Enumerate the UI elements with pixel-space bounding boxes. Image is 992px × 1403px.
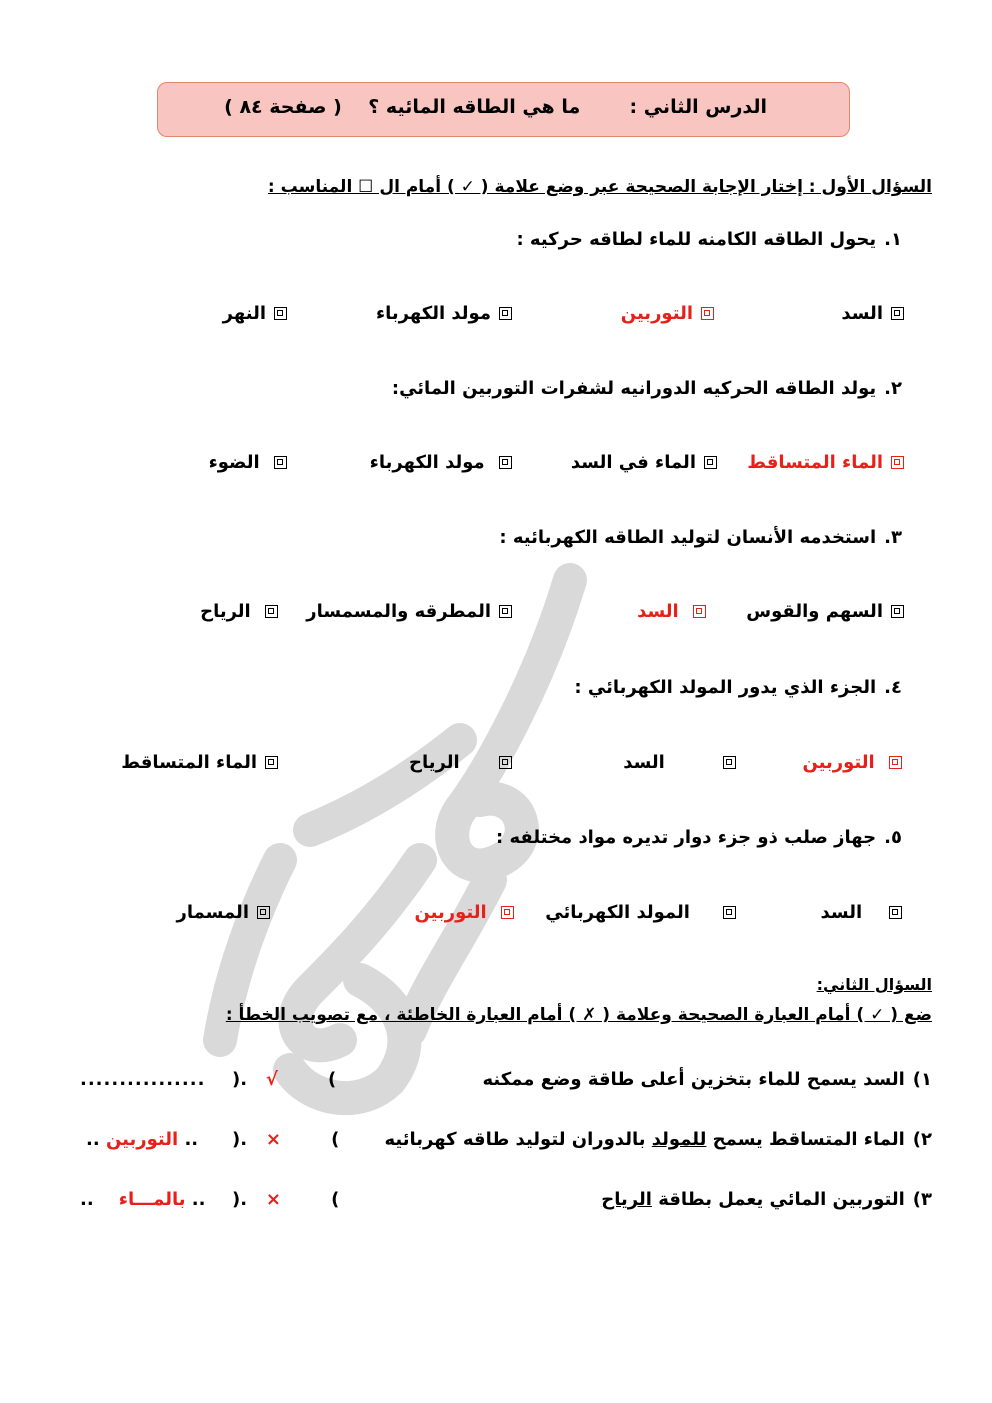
checkbox-icon[interactable] bbox=[723, 756, 736, 769]
lesson-label: الدرس الثاني : bbox=[629, 96, 767, 118]
question-5: ٥.جهاز صلب ذو جزء دوار تديره مواد مختلفه : bbox=[496, 827, 902, 848]
checkbox-icon[interactable] bbox=[265, 756, 278, 769]
q2-option-3[interactable]: مولد الكهرباء bbox=[370, 452, 512, 473]
section1-heading: السؤال الأول : إختار الإجابة الصحيحة عبر وضع علامة ( ✓ ) أمام ال ☐ المناسب : bbox=[267, 177, 932, 197]
q4-option-1-correct[interactable]: التوربين bbox=[802, 752, 902, 773]
tf-item-1-correction[interactable]: ................ bbox=[80, 1069, 206, 1090]
checkbox-icon[interactable] bbox=[889, 906, 902, 919]
q2-option-1-correct[interactable]: الماء المتساقط bbox=[747, 452, 904, 473]
tf-item-3-correction[interactable]: .. بالمـــاء .. bbox=[80, 1189, 206, 1210]
q5-option-3-correct[interactable]: التوربين bbox=[414, 902, 514, 923]
q4-option-4[interactable]: الماء المتساقط bbox=[121, 752, 278, 773]
tf-item-1: ١)السد يسمح للماء بتخزين أعلى طاقة وضع ممكنه bbox=[482, 1069, 932, 1090]
page-reference: ( صفحة ٨٤ ) bbox=[224, 96, 342, 118]
checkbox-icon[interactable] bbox=[274, 456, 287, 469]
checkbox-icon[interactable] bbox=[891, 456, 904, 469]
q3-option-3[interactable]: المطرقه والمسمسار bbox=[306, 601, 512, 622]
q5-option-2[interactable]: المولد الكهربائي bbox=[545, 902, 736, 923]
lesson-title bbox=[224, 96, 767, 118]
q5-option-4[interactable]: المسمار bbox=[176, 902, 270, 923]
q2-option-4[interactable]: الضوء bbox=[209, 452, 287, 473]
q1-option-1[interactable]: السد bbox=[841, 303, 904, 324]
q3-option-2-correct[interactable]: السد bbox=[637, 601, 706, 622]
checkbox-icon[interactable] bbox=[257, 906, 270, 919]
checkbox-icon[interactable] bbox=[499, 456, 512, 469]
question-2: ٢.يولد الطاقه الحركيه الدورانيه لشفرات التوربين المائي: bbox=[391, 378, 902, 399]
question-1: ١.يحول الطاقه الكامنه للماء لطاقه حركيه : bbox=[516, 229, 902, 250]
checkbox-icon[interactable] bbox=[701, 307, 714, 320]
tf-item-2: ٢)الماء المتساقط يسمح للمولد بالدوران لتوليد طاقه كهربائيه bbox=[384, 1129, 932, 1150]
checkbox-icon[interactable] bbox=[891, 605, 904, 618]
lesson-title-box bbox=[157, 82, 850, 137]
q3-option-4[interactable]: الرياح bbox=[200, 601, 278, 622]
checkbox-icon[interactable] bbox=[693, 605, 706, 618]
q1-option-2-correct[interactable]: التوربين bbox=[621, 303, 714, 324]
tf-item-2-correction[interactable]: .. التوربين .. bbox=[86, 1129, 199, 1150]
question-4: ٤.الجزء الذي يدور المولد الكهربائي : bbox=[574, 677, 902, 698]
underlined-word: للمولد bbox=[651, 1129, 707, 1150]
section2-instruction: ضع ( ✓ ) أمام العبارة الصحيحة وعلامة ( ✗ ) أمام العبارة الخاطئة ، مع تصويب الخطأ : bbox=[225, 1005, 932, 1025]
q1-option-3[interactable]: مولد الكهرباء bbox=[376, 303, 512, 324]
tf-item-3: ٣)التوربين المائي يعمل بطاقة الرياح bbox=[601, 1189, 932, 1210]
checkbox-icon[interactable] bbox=[499, 605, 512, 618]
checkbox-icon[interactable] bbox=[501, 906, 514, 919]
wrong-mark-icon: × bbox=[265, 1129, 281, 1150]
tf-item-3-answer[interactable]: ). × ( bbox=[232, 1189, 340, 1210]
tf-item-1-answer[interactable]: ). √ ( bbox=[232, 1069, 337, 1090]
q2-option-2[interactable]: الماء في السد bbox=[571, 452, 717, 473]
wrong-mark-icon: × bbox=[265, 1189, 281, 1210]
checkbox-icon[interactable] bbox=[499, 307, 512, 320]
checkbox-icon[interactable] bbox=[274, 307, 287, 320]
underlined-word: الرياح bbox=[601, 1189, 652, 1210]
checkbox-icon[interactable] bbox=[723, 906, 736, 919]
q4-option-3[interactable]: الرياح bbox=[409, 752, 512, 773]
checkbox-icon[interactable] bbox=[704, 456, 717, 469]
q3-option-1[interactable]: السهم والقوس bbox=[746, 601, 904, 622]
q1-option-4[interactable]: النهر bbox=[223, 303, 287, 324]
lesson-question: ما هي الطاقه المائيه ؟ bbox=[368, 96, 581, 118]
q5-option-1[interactable]: السد bbox=[821, 902, 902, 923]
checkbox-icon[interactable] bbox=[499, 756, 512, 769]
checkbox-icon[interactable] bbox=[889, 756, 902, 769]
tf-item-2-answer[interactable]: ). × ( bbox=[232, 1129, 340, 1150]
question-3: ٣.استخدمه الأنسان لتوليد الطاقه الكهربائيه : bbox=[499, 527, 902, 548]
q4-option-2[interactable]: السد bbox=[623, 752, 736, 773]
checkbox-icon[interactable] bbox=[265, 605, 278, 618]
correct-mark-icon: √ bbox=[265, 1069, 278, 1090]
checkbox-icon[interactable] bbox=[891, 307, 904, 320]
section2-heading: السؤال الثاني: bbox=[816, 975, 932, 994]
